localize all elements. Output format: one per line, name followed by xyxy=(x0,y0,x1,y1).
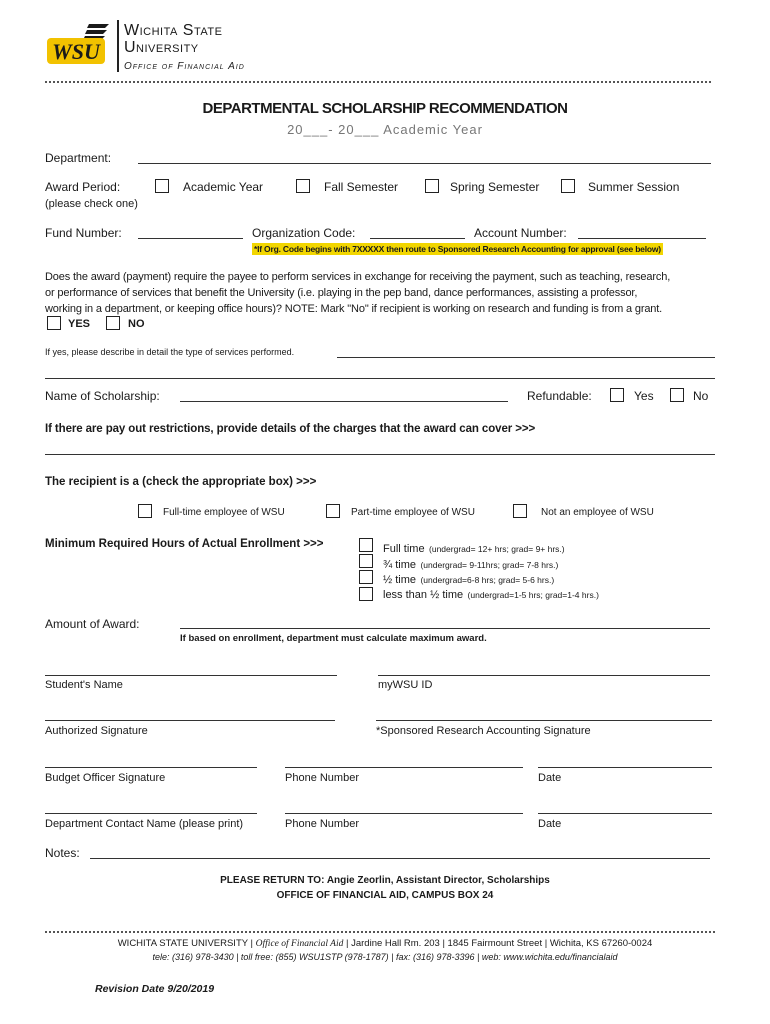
summer-session-option: Summer Session xyxy=(588,180,680,194)
services-question-line3: working in a department, or keeping office hours)? NOTE: Mark "No" if recipient is working on research and funding is from a grant. xyxy=(45,303,663,315)
refundable-no-checkbox[interactable] xyxy=(670,388,684,402)
three-quarter-time-main: ¾ time xyxy=(383,559,417,571)
footer-address-part1: WICHITA STATE UNIVERSITY | xyxy=(117,938,254,949)
services-describe-field[interactable] xyxy=(337,357,715,358)
student-name-field[interactable] xyxy=(45,675,337,676)
org-code-field[interactable] xyxy=(370,238,465,239)
three-quarter-time-detail: (undergrad= 9-11hrs; grad= 7-8 hrs.) xyxy=(420,560,559,570)
revision-date: Revision Date 9/20/2019 xyxy=(95,983,215,995)
academic-year-checkbox[interactable] xyxy=(155,179,169,193)
less-than-half-time-main: less than ½ time xyxy=(383,589,464,601)
notes-label: Notes: xyxy=(45,846,80,860)
refundable-yes-checkbox[interactable] xyxy=(610,388,624,402)
services-yes-label: YES xyxy=(68,318,91,330)
header-separator xyxy=(45,81,711,83)
phone-label-1: Phone Number xyxy=(285,772,359,784)
award-period-note: (please check one) xyxy=(45,198,138,210)
fall-semester-option: Fall Semester xyxy=(324,180,399,194)
payout-restrictions-label: If there are pay out restrictions, provide details of the charges that the award can cover >>> xyxy=(45,423,536,435)
not-employee-option: Not an employee of WSU xyxy=(541,507,654,518)
wsu-logo xyxy=(45,20,111,66)
university-name-line1: Wichita State xyxy=(124,22,223,39)
fund-number-field[interactable] xyxy=(138,238,243,239)
shocker-logo-icon xyxy=(45,20,111,66)
phone-field-2[interactable] xyxy=(285,813,523,814)
sponsored-signature-field[interactable] xyxy=(376,720,712,721)
dept-contact-label: Department Contact Name (please print) xyxy=(45,818,244,830)
full-time-employee-checkbox[interactable] xyxy=(138,504,152,518)
amount-field[interactable] xyxy=(180,628,710,629)
services-no-label: NO xyxy=(128,318,145,330)
authorized-signature-label: Authorized Signature xyxy=(45,725,148,737)
full-time-main: Full time xyxy=(383,543,425,555)
services-question-line2: or performance of services that benefit the University (i.e. playing in the pep band, dance performances, assisting a professor, xyxy=(45,287,638,299)
account-number-label: Account Number: xyxy=(474,226,567,240)
less-than-half-time-checkbox[interactable] xyxy=(359,587,373,601)
date-field-2[interactable] xyxy=(538,813,712,814)
summer-session-checkbox[interactable] xyxy=(561,179,575,193)
department-field[interactable] xyxy=(138,163,711,164)
form-title: DEPARTMENTAL SCHOLARSHIP RECOMMENDATION xyxy=(202,100,568,117)
spring-semester-checkbox[interactable] xyxy=(425,179,439,193)
services-question-line1: Does the award (payment) require the payee to perform services in exchange for receiving the payment, such as teaching, research, xyxy=(45,271,671,283)
services-yes-checkbox[interactable] xyxy=(47,316,61,330)
fund-number-label: Fund Number: xyxy=(45,226,122,240)
footer-office: Office of Financial Aid xyxy=(255,939,344,949)
not-employee-checkbox[interactable] xyxy=(513,504,527,518)
dept-contact-field[interactable] xyxy=(45,813,257,814)
less-than-half-time-option xyxy=(383,585,599,603)
mywsu-id-label: myWSU ID xyxy=(378,679,433,691)
budget-officer-label: Budget Officer Signature xyxy=(45,772,166,784)
logo-text: WSU xyxy=(52,39,100,64)
date-label-2: Date xyxy=(538,818,562,830)
scholarship-name-label: Name of Scholarship: xyxy=(45,389,160,403)
academic-year-option: Academic Year xyxy=(183,180,264,194)
recipient-label: The recipient is a (check the appropriate box) >>> xyxy=(45,476,317,488)
university-name-line2: University xyxy=(124,39,199,56)
return-to-line2: OFFICE OF FINANCIAL AID, CAMPUS BOX 24 xyxy=(276,890,494,901)
org-code-note: *If Org. Code begins with 7XXXXX then route to Sponsored Research Accounting for approval (see below) xyxy=(254,244,661,254)
office-name: Office of Financial Aid xyxy=(124,61,245,72)
footer-address xyxy=(0,938,770,949)
payout-restrictions-field[interactable] xyxy=(45,454,715,455)
header-divider xyxy=(117,20,119,72)
sponsored-signature-label: *Sponsored Research Accounting Signature xyxy=(376,725,591,737)
part-time-employee-checkbox[interactable] xyxy=(326,504,340,518)
amount-label: Amount of Award: xyxy=(45,617,140,631)
half-time-main: ½ time xyxy=(383,574,417,586)
half-time-checkbox[interactable] xyxy=(359,570,373,584)
full-time-checkbox[interactable] xyxy=(359,538,373,552)
enrollment-label: Minimum Required Hours of Actual Enrollment >>> xyxy=(45,538,324,550)
return-to-line1: PLEASE RETURN TO: Angie Zeorlin, Assistant Director, Scholarships xyxy=(220,875,550,886)
services-describe-field-2[interactable] xyxy=(45,378,715,379)
date-field-1[interactable] xyxy=(538,767,712,768)
notes-field[interactable] xyxy=(90,858,710,859)
three-quarter-time-checkbox[interactable] xyxy=(359,554,373,568)
less-than-half-time-detail: (undergrad=1-5 hrs; grad=1-4 hrs.) xyxy=(467,590,599,600)
services-describe-label: If yes, please describe in detail the type of services performed. xyxy=(45,347,295,357)
half-time-detail: (undergrad=6-8 hrs; grad= 5-6 hrs.) xyxy=(420,575,555,585)
date-label-1: Date xyxy=(538,772,562,784)
authorized-signature-field[interactable] xyxy=(45,720,335,721)
refundable-label: Refundable: xyxy=(527,389,592,403)
full-time-employee-option: Full-time employee of WSU xyxy=(163,507,285,518)
phone-label-2: Phone Number xyxy=(285,818,359,830)
award-period-label: Award Period: xyxy=(45,180,121,194)
fall-semester-checkbox[interactable] xyxy=(296,179,310,193)
services-no-checkbox[interactable] xyxy=(106,316,120,330)
full-time-detail: (undergrad= 12+ hrs; grad= 9+ hrs.) xyxy=(429,544,565,554)
phone-field-1[interactable] xyxy=(285,767,523,768)
footer-separator xyxy=(45,931,715,933)
refundable-yes-label: Yes xyxy=(634,389,654,403)
scholarship-name-field[interactable] xyxy=(180,401,508,402)
department-label: Department: xyxy=(45,151,112,165)
part-time-employee-option: Part-time employee of WSU xyxy=(351,507,475,518)
refundable-no-label: No xyxy=(693,389,709,403)
budget-officer-field[interactable] xyxy=(45,767,257,768)
amount-note: If based on enrollment, department must calculate maximum award. xyxy=(180,633,487,644)
account-number-field[interactable] xyxy=(578,238,706,239)
mywsu-id-field[interactable] xyxy=(378,675,710,676)
academic-year: 20___- 20___ Academic Year xyxy=(287,122,483,137)
footer-contact: tele: (316) 978-3430 | toll free: (855) WSU1STP (978-1787) | fax: (316) 978-3396 | web: www.wichita.edu/financialaid xyxy=(152,952,618,962)
student-name-label: Student's Name xyxy=(45,679,123,691)
org-code-label: Organization Code: xyxy=(252,226,356,240)
spring-semester-option: Spring Semester xyxy=(450,180,540,194)
footer-address-part2: | Jardine Hall Rm. 203 | 1845 Fairmount Street | Wichita, KS 67260-0024 xyxy=(346,938,653,949)
